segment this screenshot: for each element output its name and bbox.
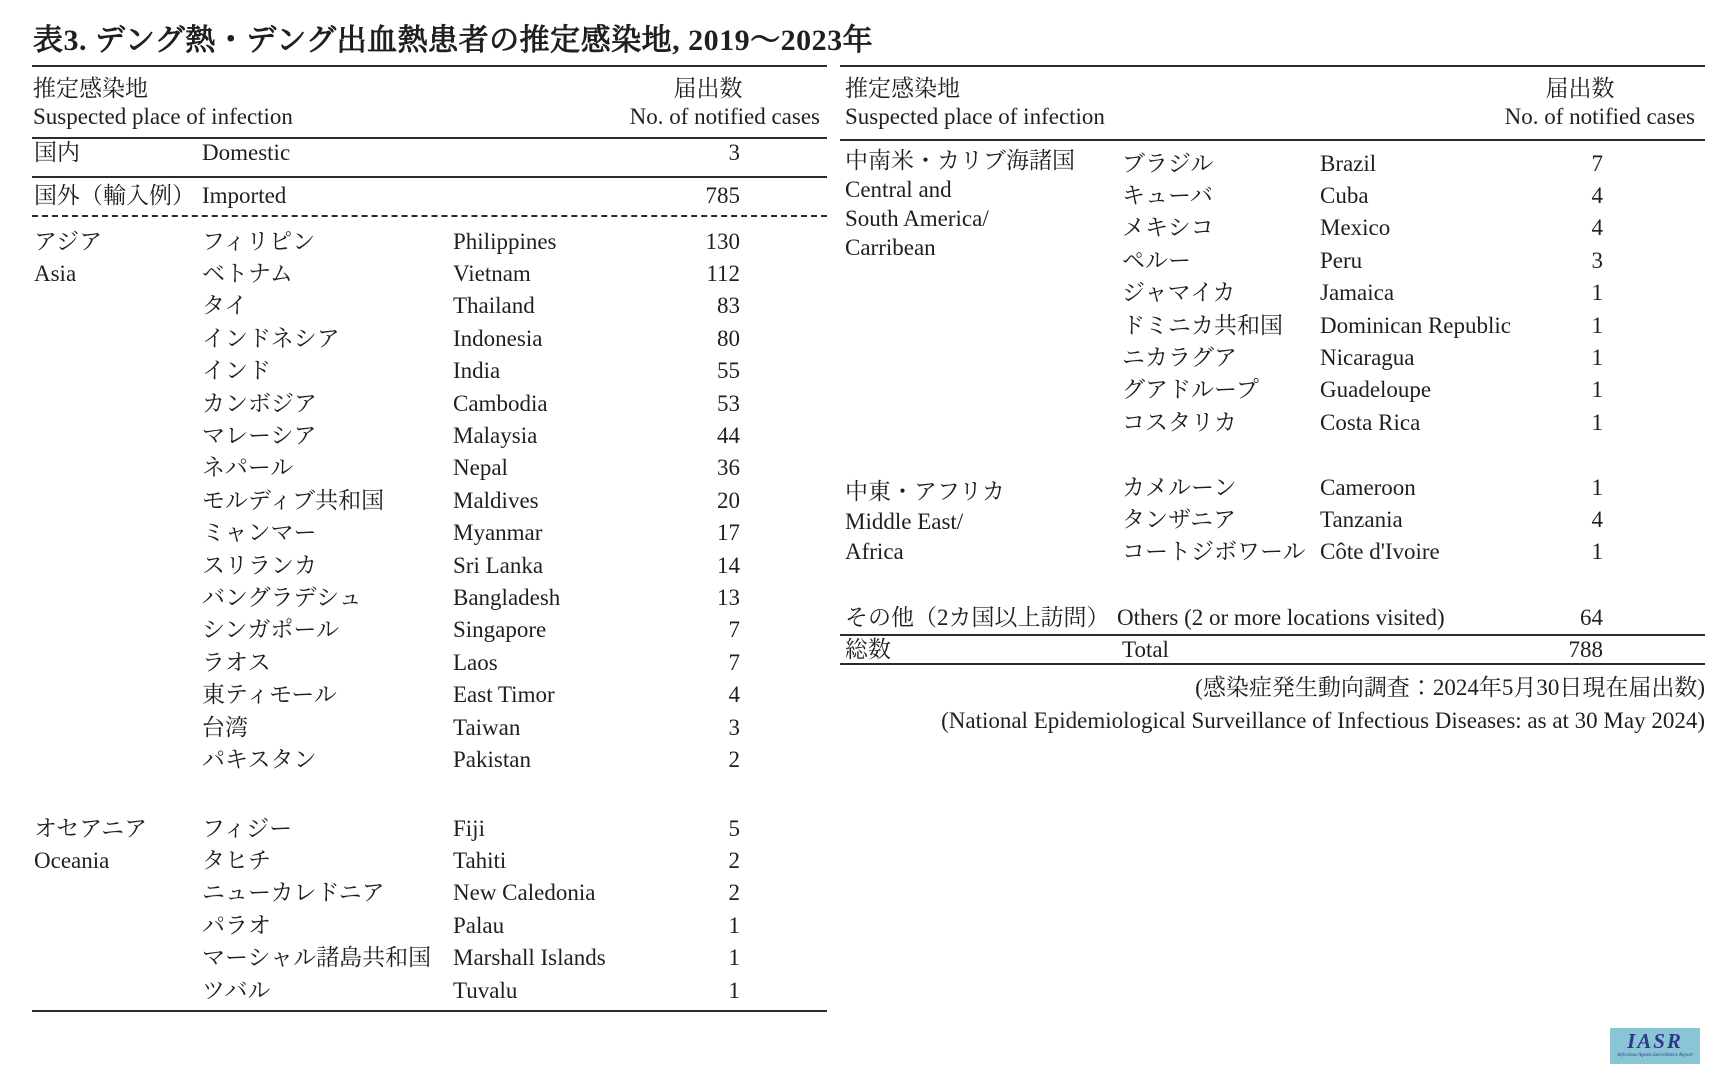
country-name-jp: ベトナム bbox=[202, 261, 293, 286]
country-name-en: New Caledonia bbox=[453, 880, 596, 905]
country-name-en: Côte d'Ivoire bbox=[1320, 539, 1440, 564]
country-name-en: Malaysia bbox=[453, 423, 538, 448]
case-count: 20 bbox=[717, 488, 740, 513]
region-label-line: Middle East/ bbox=[845, 509, 964, 534]
total-label-en: Total bbox=[1122, 637, 1169, 662]
case-count: 130 bbox=[705, 229, 740, 254]
imported-label-en: Imported bbox=[202, 183, 287, 208]
iasr-logo-subtext: Infectious Agents Surveillance Report bbox=[1617, 1053, 1693, 1058]
country-name-jp: ミャンマー bbox=[202, 520, 317, 545]
case-count: 112 bbox=[706, 261, 740, 286]
country-name-en: India bbox=[453, 358, 501, 383]
left-header-place-jp: 推定感染地 bbox=[33, 76, 148, 101]
country-name-en: Cuba bbox=[1320, 183, 1369, 208]
case-count: 1 bbox=[728, 978, 740, 1003]
right-table-top-rule bbox=[840, 65, 1705, 67]
country-name-jp: コスタリカ bbox=[1122, 410, 1237, 435]
case-count: 4 bbox=[728, 682, 740, 707]
case-count: 17 bbox=[717, 520, 740, 545]
case-count: 7 bbox=[728, 617, 740, 642]
country-name-jp: キューバ bbox=[1122, 183, 1213, 208]
case-count: 1 bbox=[1591, 377, 1603, 402]
country-name-en: Fiji bbox=[453, 816, 485, 841]
region-label-line: South America/ bbox=[845, 206, 989, 231]
imported-count: 785 bbox=[705, 183, 740, 208]
case-count: 1 bbox=[1591, 410, 1603, 435]
footnote-jp: (感染症発生動向調査：2024年5月30日現在届出数) bbox=[1195, 675, 1705, 700]
others-label-en: Others (2 or more locations visited) bbox=[1117, 605, 1445, 630]
case-count: 2 bbox=[728, 848, 740, 873]
country-name-jp: ラオス bbox=[202, 650, 271, 675]
country-name-jp: ニカラグア bbox=[1122, 345, 1237, 370]
case-count: 1 bbox=[1591, 539, 1603, 564]
case-count: 5 bbox=[728, 816, 740, 841]
country-name-en: Cameroon bbox=[1320, 475, 1416, 500]
case-count: 1 bbox=[728, 913, 740, 938]
others-label-jp: その他（2カ国以上訪問） bbox=[845, 605, 1110, 630]
country-name-en: Dominican Republic bbox=[1320, 313, 1511, 338]
case-count: 4 bbox=[1591, 215, 1603, 240]
country-name-en: Thailand bbox=[453, 293, 535, 318]
case-count: 1 bbox=[1591, 475, 1603, 500]
case-count: 4 bbox=[1591, 507, 1603, 532]
country-name-jp: マレーシア bbox=[202, 423, 317, 448]
domestic-count: 3 bbox=[728, 140, 740, 165]
case-count: 3 bbox=[728, 715, 740, 740]
case-count: 80 bbox=[717, 326, 740, 351]
country-name-en: Marshall Islands bbox=[453, 945, 606, 970]
case-count: 1 bbox=[1591, 345, 1603, 370]
region-label-line: Central and bbox=[845, 177, 952, 202]
region-label-line: Carribean bbox=[845, 235, 936, 260]
case-count: 1 bbox=[1591, 280, 1603, 305]
country-name-en: Sri Lanka bbox=[453, 553, 544, 578]
country-name-jp: ツバル bbox=[202, 978, 271, 1003]
region-label-line: Africa bbox=[845, 539, 904, 564]
domestic-label-en: Domestic bbox=[202, 140, 291, 165]
country-name-jp: メキシコ bbox=[1122, 215, 1214, 240]
country-name-en: Bangladesh bbox=[453, 585, 561, 610]
country-name-en: Tuvalu bbox=[453, 978, 518, 1003]
country-name-jp: カメルーン bbox=[1122, 475, 1237, 500]
region-label-en: Oceania bbox=[34, 848, 110, 873]
country-name-en: Mexico bbox=[1320, 215, 1391, 240]
region-label-line: 中東・アフリカ bbox=[845, 479, 1005, 504]
country-name-en: Tanzania bbox=[1320, 507, 1403, 532]
left-table-bottom-rule bbox=[32, 1010, 827, 1012]
country-name-en: Laos bbox=[453, 650, 498, 675]
country-name-jp: ジャマイカ bbox=[1122, 280, 1236, 305]
country-name-en: Philippines bbox=[453, 229, 557, 254]
country-name-jp: コートジボワール bbox=[1122, 539, 1306, 564]
case-count: 13 bbox=[717, 585, 740, 610]
country-name-jp: モルディブ共和国 bbox=[202, 488, 385, 513]
country-name-en: Guadeloupe bbox=[1320, 377, 1432, 402]
country-name-en: Myanmar bbox=[453, 520, 543, 545]
right-header-place-en: Suspected place of infection bbox=[845, 104, 1105, 129]
country-name-jp: ドミニカ共和国 bbox=[1122, 313, 1283, 338]
case-count: 2 bbox=[728, 880, 740, 905]
country-name-en: Jamaica bbox=[1320, 280, 1395, 305]
country-name-en: Nepal bbox=[453, 455, 508, 480]
footnote-en: (National Epidemiological Surveillance of Infectious Diseases: as at 30 May 2024) bbox=[941, 708, 1705, 733]
country-name-jp: ニューカレドニア bbox=[202, 880, 385, 905]
imported-label-jp: 国外（輸入例） bbox=[34, 183, 195, 208]
country-name-en: Maldives bbox=[453, 488, 539, 513]
country-name-jp: ネパール bbox=[202, 455, 294, 480]
country-name-jp: バングラデシュ bbox=[202, 585, 362, 610]
country-name-jp: フィジー bbox=[202, 816, 293, 841]
case-count: 14 bbox=[717, 553, 740, 578]
country-name-en: Peru bbox=[1320, 248, 1363, 273]
country-name-jp: フィリピン bbox=[202, 229, 316, 254]
left-table-dashed-rule bbox=[32, 215, 827, 217]
country-name-jp: 東ティモール bbox=[202, 682, 337, 707]
region-label-jp: アジア bbox=[34, 229, 103, 254]
left-table-domestic-rule bbox=[32, 176, 827, 178]
country-name-jp: シンガポール bbox=[202, 617, 339, 642]
country-name-jp: グアドループ bbox=[1122, 377, 1259, 402]
country-name-en: Costa Rica bbox=[1320, 410, 1421, 435]
country-name-en: Palau bbox=[453, 913, 505, 938]
case-count: 3 bbox=[1591, 248, 1603, 273]
country-name-jp: タイ bbox=[202, 293, 248, 318]
country-name-en: Indonesia bbox=[453, 326, 543, 351]
left-header-count-jp: 届出数 bbox=[673, 76, 743, 101]
domestic-label-jp: 国内 bbox=[34, 140, 80, 165]
region-label-jp: オセアニア bbox=[34, 816, 148, 841]
case-count: 1 bbox=[728, 945, 740, 970]
iasr-logo-text: IASR bbox=[1627, 1029, 1683, 1053]
case-count: 36 bbox=[717, 455, 740, 480]
country-name-en: Cambodia bbox=[453, 391, 548, 416]
others-count: 64 bbox=[1580, 605, 1603, 630]
country-name-en: Nicaragua bbox=[1320, 345, 1415, 370]
region-label-line: 中南米・カリブ海諸国 bbox=[845, 148, 1075, 173]
case-count: 2 bbox=[728, 747, 740, 772]
country-name-jp: パラオ bbox=[202, 913, 271, 938]
iasr-logo bbox=[1610, 1028, 1700, 1064]
case-count: 83 bbox=[717, 293, 740, 318]
case-count: 55 bbox=[717, 358, 740, 383]
country-name-jp: ブラジル bbox=[1122, 151, 1214, 176]
country-name-en: Pakistan bbox=[453, 747, 531, 772]
right-header-count-jp: 届出数 bbox=[1545, 76, 1615, 101]
country-name-jp: インド bbox=[202, 358, 271, 383]
country-name-jp: ペルー bbox=[1122, 248, 1191, 273]
country-name-jp: タンザニア bbox=[1122, 507, 1237, 532]
right-table-header-rule bbox=[840, 139, 1705, 141]
left-header-place-en: Suspected place of infection bbox=[33, 104, 293, 129]
case-count: 53 bbox=[717, 391, 740, 416]
country-name-en: Vietnam bbox=[453, 261, 531, 286]
left-header-count-en: No. of notified cases bbox=[629, 104, 820, 129]
country-name-jp: タヒチ bbox=[202, 848, 271, 873]
country-name-en: Brazil bbox=[1320, 151, 1377, 176]
country-name-en: East Timor bbox=[453, 682, 555, 707]
country-name-jp: インドネシア bbox=[202, 326, 340, 351]
case-count: 4 bbox=[1591, 183, 1603, 208]
total-count: 788 bbox=[1568, 637, 1603, 662]
country-name-jp: スリランカ bbox=[202, 553, 317, 578]
case-count: 7 bbox=[1591, 151, 1603, 176]
total-label-jp: 総数 bbox=[845, 637, 891, 662]
case-count: 44 bbox=[717, 423, 740, 448]
left-table-top-rule bbox=[32, 65, 827, 67]
country-name-jp: カンボジア bbox=[202, 391, 317, 416]
case-count: 7 bbox=[728, 650, 740, 675]
country-name-en: Tahiti bbox=[453, 848, 507, 873]
country-name-en: Singapore bbox=[453, 617, 547, 642]
page-title: 表3. デング熱・デング出血熱患者の推定感染地, 2019〜2023年 bbox=[33, 24, 874, 57]
country-name-jp: パキスタン bbox=[202, 747, 317, 772]
country-name-en: Taiwan bbox=[453, 715, 521, 740]
country-name-jp: マーシャル諸島共和国 bbox=[202, 945, 432, 970]
country-name-jp: 台湾 bbox=[202, 715, 248, 740]
region-label-en: Asia bbox=[34, 261, 77, 286]
right-header-place-jp: 推定感染地 bbox=[845, 76, 960, 101]
case-count: 1 bbox=[1591, 313, 1603, 338]
right-header-count-en: No. of notified cases bbox=[1504, 104, 1695, 129]
